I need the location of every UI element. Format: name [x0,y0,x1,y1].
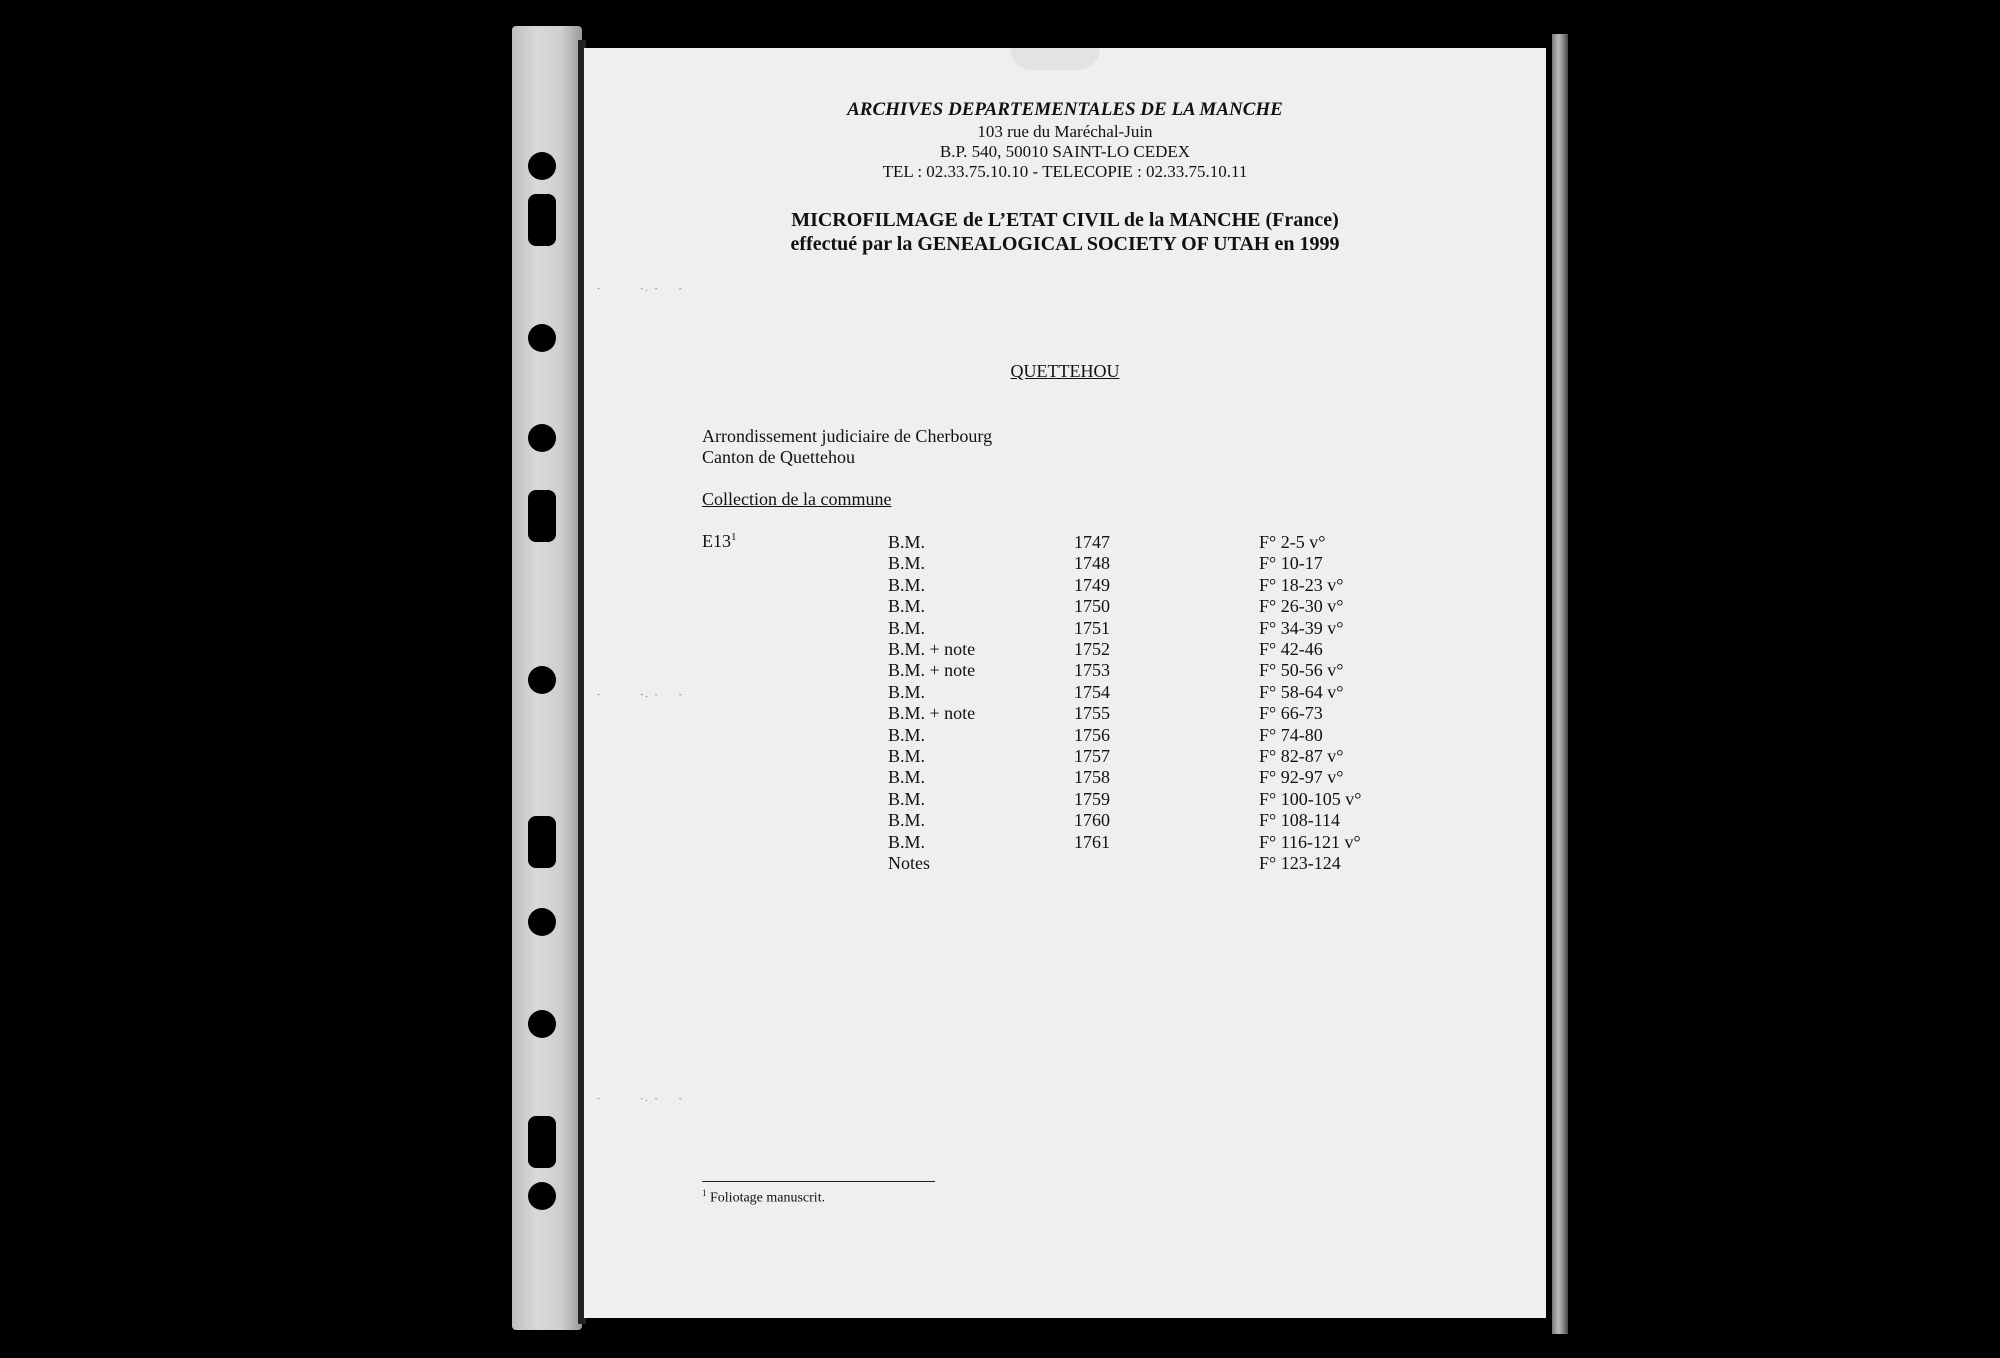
sleeve-tab [1010,48,1100,70]
punch-hole [528,424,556,452]
punch-hole [528,324,556,352]
register-year: 1759 [1074,788,1110,809]
register-folio: F° 58-64 v° [1259,681,1344,702]
register-type: B.M. [888,553,926,574]
archive-header [584,98,1546,182]
register-folio: F° 50-56 v° [1259,660,1344,681]
table-row [0,618,2000,639]
table-row [0,532,2000,553]
register-folio: F° 92-97 v° [1259,767,1344,788]
register-year: 1752 [1074,639,1110,659]
punch-hole [528,152,556,180]
table-row [0,725,2000,746]
archive-phone: TEL : 02.33.75.10.10 - TELECOPIE : 02.33.75.10.11 [882,162,1248,181]
table-row [0,746,2000,767]
register-type: B.M. [888,532,926,552]
table-row [0,832,2000,853]
cote-label: E13 [702,531,731,551]
table-row [0,553,2000,574]
register-type: B.M. [888,617,926,638]
punch-hole [528,1010,556,1038]
register-year: 1749 [1074,574,1110,595]
table-row [0,810,2000,831]
table-row [0,596,2000,617]
register-folio: F° 26-30 v° [1259,596,1344,617]
archive-postal: B.P. 540, 50010 SAINT-LO CEDEX [939,142,1191,161]
commune-name: QUETTEHOU [1010,361,1120,381]
register-type: B.M. + note [888,660,976,681]
register-folio: F° 2-5 v° [1259,532,1326,552]
register-type: B.M. [888,746,926,766]
register-year: 1753 [1074,660,1110,681]
footnote-ref: 1 [731,531,737,543]
table-row [0,575,2000,596]
table-row [0,703,2000,724]
register-folio: F° 42-46 [1259,639,1323,659]
punch-hole [528,908,556,936]
register-type: Notes [888,853,930,873]
register-year: 1757 [1074,746,1110,766]
title-line-2: effectué par la GENEALOGICAL SOCIETY OF UTAH en 1999 [790,233,1340,255]
punch-hole [528,194,556,246]
admin-info [702,426,992,468]
film-tick-marks: - -. - - [596,284,683,293]
register-type: B.M. [888,767,926,788]
register-type: B.M. [888,831,926,852]
punch-hole [528,1182,556,1210]
table-row [0,639,2000,660]
register-year: 1750 [1074,596,1110,617]
register-type: B.M. + note [888,639,976,659]
canton: Canton de Quettehou [702,447,855,467]
register-year: 1751 [1074,617,1110,638]
register-type: B.M. + note [888,703,976,724]
register-year: 1755 [1074,703,1110,724]
register-year: 1754 [1074,681,1110,702]
footnote-text: Foliotage manuscrit. [710,1190,826,1206]
table-row [0,767,2000,788]
register-year: 1747 [1074,532,1110,552]
footnote-divider [702,1181,935,1182]
register-folio: F° 116-121 v° [1259,831,1361,852]
register-year: 1756 [1074,724,1110,745]
register-folio: F° 18-23 v° [1259,574,1344,595]
register-folio: F° 10-17 [1259,553,1323,574]
register-folio: F° 74-80 [1259,724,1323,745]
register-folio: F° 123-124 [1259,853,1341,873]
table-row [0,660,2000,681]
register-type: B.M. [888,681,926,702]
register-type: B.M. [888,596,926,617]
archive-name: ARCHIVES DEPARTEMENTALES DE LA MANCHE [847,99,1283,120]
register-year: 1760 [1074,810,1110,831]
register-type: B.M. [888,810,926,831]
register-type: B.M. [888,724,926,745]
document-title [584,208,1546,256]
footnote [702,1188,825,1207]
film-tick-marks: - -. - - [596,690,683,699]
register-year: 1761 [1074,831,1110,852]
archive-address: 103 rue du Maréchal-Juin [977,122,1153,141]
arrondissement: Arrondissement judiciaire de Cherbourg [702,426,993,446]
footnote-number: 1 [702,1188,707,1198]
table-row [0,853,2000,874]
collection-heading: Collection de la commune [702,489,892,509]
register-type: B.M. [888,574,926,595]
title-line-1: MICROFILMAGE de L’ETAT CIVIL de la MANCHE (France) [791,209,1339,231]
register-type: B.M. [888,788,926,809]
table-row [0,789,2000,810]
register-folio: F° 108-114 [1259,810,1341,831]
register-folio: F° 82-87 v° [1259,746,1344,766]
register-folio: F° 66-73 [1259,703,1323,724]
register-folio: F° 34-39 v° [1259,617,1344,638]
punch-hole [528,1116,556,1168]
register-year: 1748 [1074,553,1110,574]
register-folio: F° 100-105 v° [1259,788,1362,809]
film-tick-marks: - -. - - [596,1094,683,1103]
register-year: 1758 [1074,767,1110,788]
table-row [0,682,2000,703]
